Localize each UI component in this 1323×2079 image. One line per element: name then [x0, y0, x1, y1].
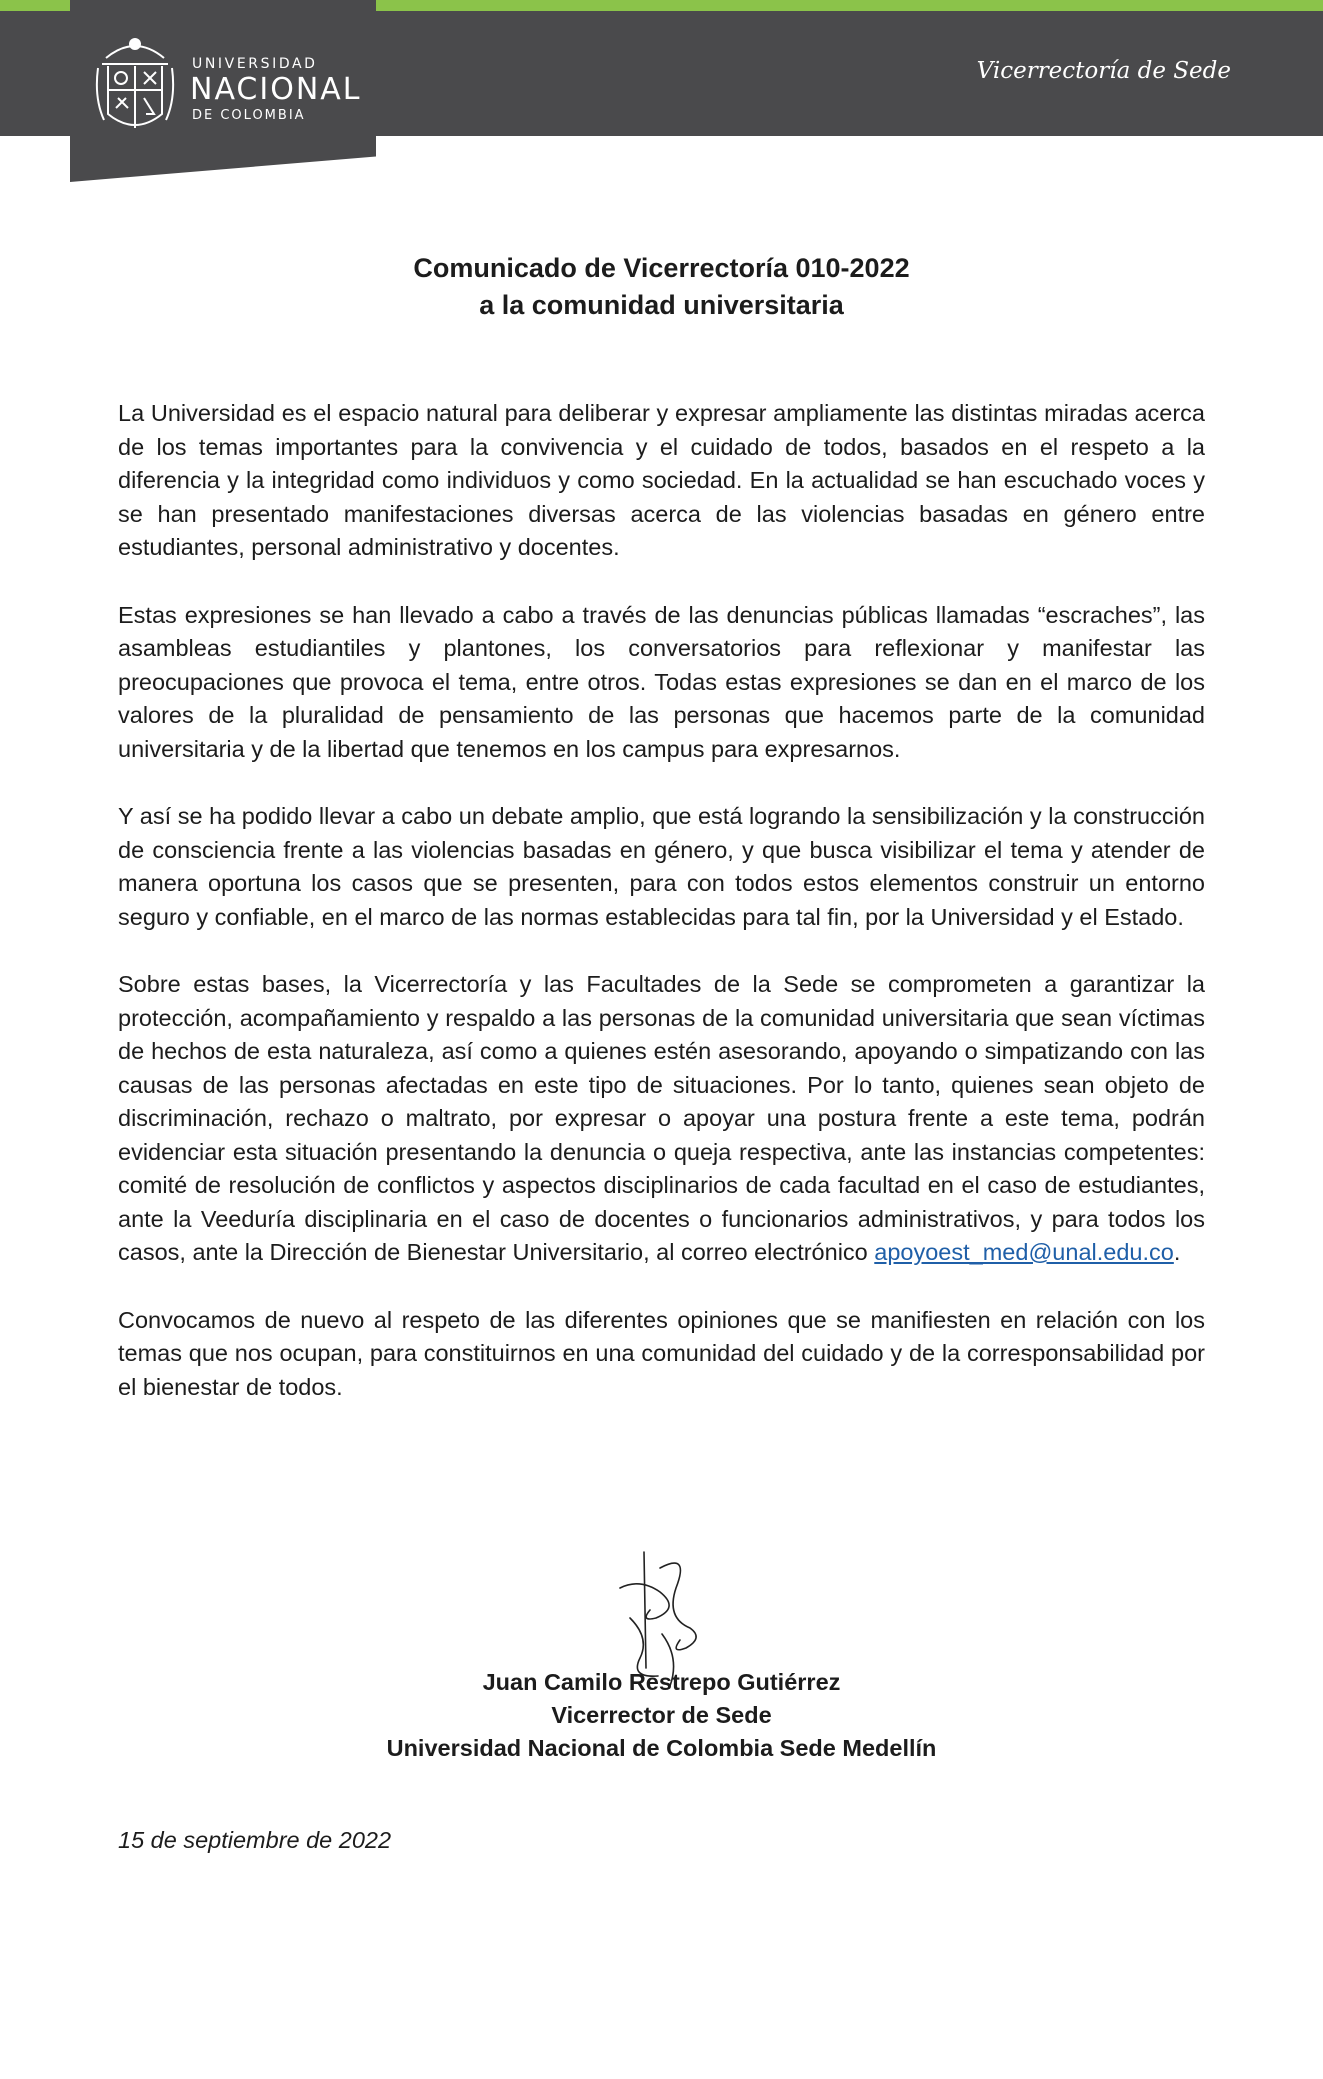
document-title [0, 250, 1323, 324]
signer-role: Vicerrector de Sede [551, 1702, 772, 1728]
paragraph-5: Convocamos de nuevo al respeto de las diferentes opiniones que se manifiesten en relación con los temas que nos ocupan, para constituirnos en una comunidad del cuidado y de la corresponsabilidad por el bienestar de todos. [118, 1306, 1205, 1400]
signer-institution: Universidad Nacional de Colombia Sede Medellín [386, 1735, 937, 1761]
paragraph-2: Estas expresiones se han llevado a cabo a través de las denuncias públicas llamadas “escraches”, las asambleas estudiantiles y plantones, los conversatorios para reflexionar y manifestar las preocupaciones que provoca el tema, entre otros. Todas estas expresiones se dan en el marco de los valores de la pluralidad de pensamiento de las personas que hacemos parte de la comunidad universitaria y de la libertad que tenemos en los campus para expresarnos. [118, 601, 1205, 762]
signature-block [0, 1666, 1323, 1765]
title-line-2: a la comunidad universitaria [479, 290, 844, 320]
email-link[interactable]: apoyoest_med@unal.edu.co [874, 1239, 1174, 1265]
paragraph-4-text: Sobre estas bases, la Vicerrectoría y las Facultades de la Sede se comprometen a garantizar la protección, acompañamiento y respaldo a las personas de la comunidad universitaria que sean víctimas de hechos de esta naturaleza, así como a quienes estén asesorando, apoyando o simpatizando con las causas de las personas afectadas en este tipo de situaciones. Por lo tanto, quienes sean objeto de discriminación, rechazo o maltrato, por expresar o apoyar una postura frente a este tema, podrán evidenciar esta situación presentando la denuncia o queja respectiva, ante las instancias competentes: comité de resolución de conflictos y aspectos disciplinarios de cada facultad en el caso de estudiantes, ante la Veeduría disciplinaria en el caso de docentes o funcionarios administrativos, y para todos los casos, ante la Dirección de Bienestar Universitario, al correo electrónico [118, 971, 1205, 1265]
university-shield-icon [94, 28, 176, 140]
university-name-line2: NACIONAL [190, 72, 362, 107]
paragraph-3: Y así se ha podido llevar a cabo un debate amplio, que está logrando la sensibilización y la construcción de consciencia frente a las violencias basadas en género, y que busca visibilizar el tema y atender de manera oportuna los casos que se presenten, para con todos estos elementos construir un entorno seguro y confiable, en el marco de las normas establecidas para tal fin, por la Universidad y el Estado. [118, 803, 1205, 930]
university-name-line3: DE COLOMBIA [192, 108, 306, 123]
paragraph-4 [118, 968, 1205, 1270]
document-body [118, 397, 1205, 1438]
paragraph-1: La Universidad es el espacio natural para deliberar y expresar ampliamente las distintas miradas acerca de los temas importantes para la convivencia y el cuidado de todos, basados en el respeto a la diferencia y la integridad como individuos y como sociedad. En la actualidad se han escuchado voces y se han presentado manifestaciones diversas acerca de las violencias basadas en género entre estudiantes, personal administrativo y docentes. [118, 400, 1205, 560]
office-name: Vicerrectoría de Sede [976, 58, 1231, 84]
document-date: 15 de septiembre de 2022 [118, 1827, 392, 1853]
paragraph-4-end: . [1173, 1239, 1181, 1265]
university-name-line1: UNIVERSIDAD [192, 56, 318, 72]
title-line-1: Comunicado de Vicerrectoría 010-2022 [413, 253, 910, 283]
signer-name: Juan Camilo Restrepo Gutiérrez [482, 1669, 841, 1695]
